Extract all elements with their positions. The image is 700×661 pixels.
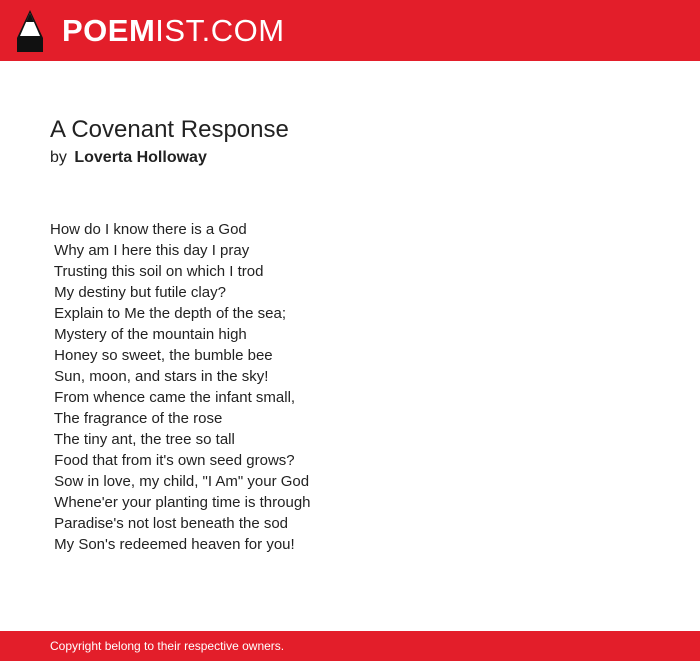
poem-title: A Covenant Response (50, 116, 289, 143)
poem-line: The tiny ant, the tree so tall (50, 431, 235, 448)
author-name[interactable]: Loverta Holloway (74, 149, 207, 166)
site-header (0, 0, 700, 61)
byline (50, 149, 207, 167)
poem-line: Why am I here this day I pray (50, 242, 250, 259)
poem-line: My destiny but futile clay? (50, 284, 226, 301)
site-logo[interactable] (62, 11, 285, 51)
site-footer (0, 631, 700, 661)
poem-line: My Son's redeemed heaven for you! (50, 536, 295, 553)
poem-line: How do I know there is a God (50, 221, 247, 238)
poem-line: Sow in love, my child, "I Am" your God (50, 473, 310, 490)
poem-line: Food that from it's own seed grows? (50, 452, 295, 469)
poem-line: The fragrance of the rose (50, 410, 223, 427)
by-label: by (50, 149, 67, 166)
poem-line: Honey so sweet, the bumble bee (50, 347, 273, 364)
poem-line: Trusting this soil on which I trod (50, 263, 264, 280)
brand-strong: POEM (62, 13, 156, 48)
poem-body (50, 219, 650, 555)
copyright-text: Copyright belong to their respective owners. (50, 639, 285, 653)
pencil-tip-icon[interactable] (17, 10, 43, 52)
poem-line: Paradise's not lost beneath the sod (50, 515, 289, 532)
poem-line: Sun, moon, and stars in the sky! (50, 368, 269, 385)
poem-line: Mystery of the mountain high (50, 326, 247, 343)
poem-line: Explain to Me the depth of the sea; (50, 305, 286, 322)
poem-line: Whene'er your planting time is through (50, 494, 311, 511)
brand-light: IST.COM (155, 13, 285, 48)
poem-line: From whence came the infant small, (50, 389, 296, 406)
